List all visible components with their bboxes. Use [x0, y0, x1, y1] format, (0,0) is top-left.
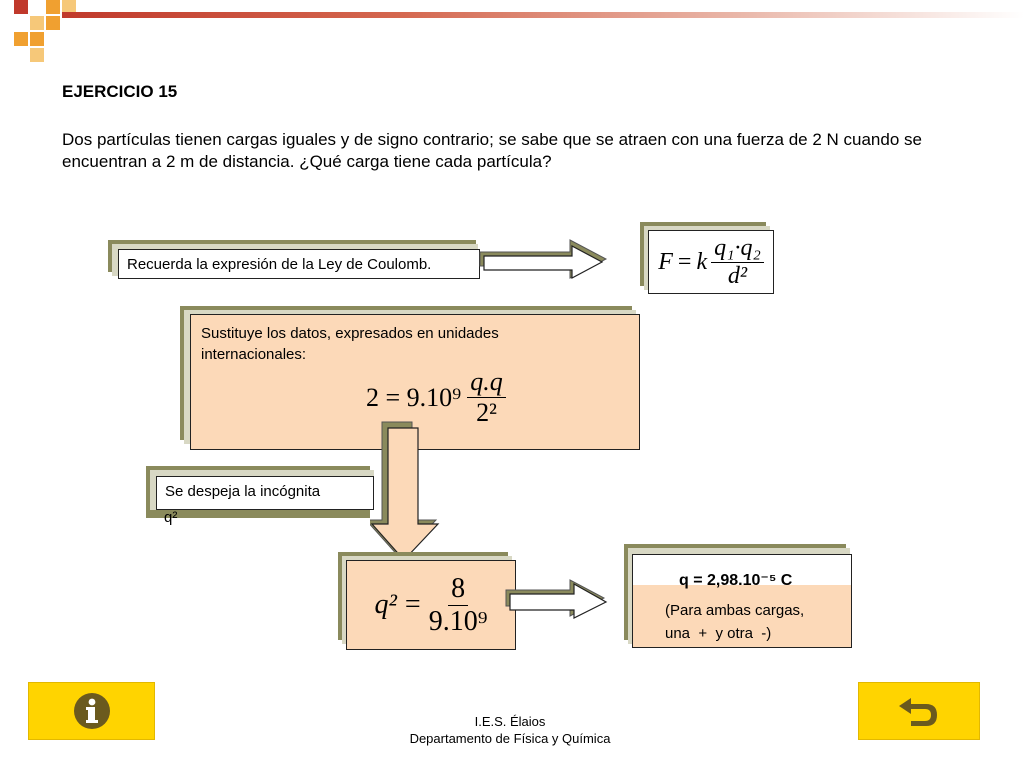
- deco-square: [30, 48, 44, 62]
- result-note2: una + y otra -): [665, 625, 772, 642]
- return-button[interactable]: [858, 682, 980, 740]
- deco-square: [14, 32, 28, 46]
- step1-text: Recuerda la expresión de la Ley de Coulomb.: [127, 256, 432, 273]
- coulomb-eq: =: [677, 248, 692, 275]
- solve-numerator: 8: [448, 573, 468, 606]
- step2-fraction: [467, 367, 506, 428]
- info-icon: [73, 692, 111, 730]
- step2-numerator: q.q: [467, 367, 506, 398]
- coulomb-denominator: d²: [727, 262, 748, 289]
- deco-square: [14, 0, 28, 14]
- step1-box: [118, 249, 480, 279]
- deco-square: [30, 16, 44, 30]
- coulomb-F: F: [658, 248, 673, 275]
- footer-school: I.E.S. Élaios: [474, 714, 546, 729]
- header-bar: [62, 12, 1024, 18]
- step3-text: Se despeja la incógnita: [165, 483, 321, 500]
- solve-box: [346, 560, 516, 650]
- result-note1: (Para ambas cargas,: [665, 602, 805, 619]
- step2-denominator: 2²: [476, 398, 497, 427]
- info-button[interactable]: [28, 682, 155, 740]
- deco-square: [46, 16, 60, 30]
- arrow-down-icon: [370, 420, 442, 562]
- coulomb-k: k: [696, 248, 708, 275]
- coulomb-numerator: q₁·q₂: [711, 235, 764, 263]
- step3-box: [156, 476, 374, 510]
- footer-department: Departamento de Física y Química: [409, 731, 611, 746]
- step2-lhs: 2 = 9.10⁹: [366, 382, 462, 412]
- step2-text: Sustituye los datos, expresados en unidades internacionales:: [201, 325, 499, 363]
- solve-denominator: 9.10⁹: [428, 605, 488, 637]
- step3-variable: q²: [164, 509, 178, 526]
- solve-lhs: q²: [374, 589, 397, 620]
- solve-eq: =: [404, 589, 421, 620]
- step2-equation: [366, 367, 506, 428]
- arrow-right-icon: [478, 238, 610, 280]
- coulomb-fraction: [711, 235, 764, 290]
- result-box: [632, 554, 852, 648]
- return-icon: [897, 694, 941, 728]
- arrow-right-icon: [504, 578, 610, 620]
- result-main: q = 2,98.10⁻⁵ C: [679, 572, 793, 589]
- coulomb-formula: [648, 230, 774, 294]
- exercise-title: EJERCICIO 15: [62, 82, 178, 101]
- deco-square: [46, 0, 60, 14]
- solve-fraction: [429, 573, 488, 638]
- problem-statement: Dos partículas tienen cargas iguales y de signo contrario; se sabe que se atraen con una fuerza de 2 N cuando se encuentran a 2 m de distancia. ¿Qué carga tiene cada partícula?: [62, 130, 922, 171]
- deco-square: [30, 32, 44, 46]
